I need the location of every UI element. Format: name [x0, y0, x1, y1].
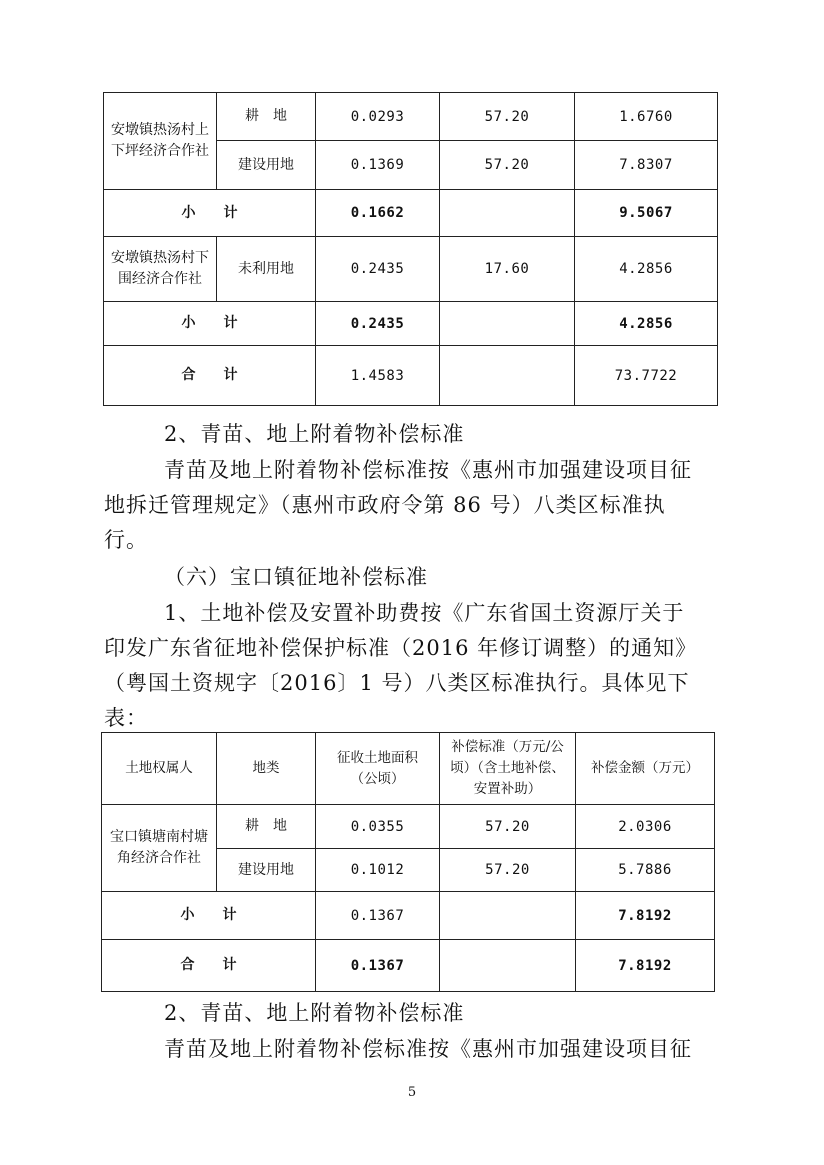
total-label: 合 计 — [102, 940, 316, 992]
land-type-cell: 未利用地 — [217, 237, 316, 302]
header-amount: 补偿金额（万元） — [576, 733, 715, 805]
area-cell: 0.2435 — [316, 237, 440, 302]
header-area: 征收土地面积（公顷） — [316, 733, 440, 805]
header-land-type: 地类 — [217, 733, 316, 805]
land-type-cell: 耕 地 — [217, 805, 316, 849]
land-type-cell: 建设用地 — [217, 141, 316, 190]
total-area: 0.1367 — [316, 940, 440, 992]
amount-cell: 1.6760 — [575, 93, 718, 141]
total-label: 合 计 — [104, 346, 316, 406]
owner-cell: 宝口镇塘南村塘角经济合作社 — [102, 805, 217, 892]
section-heading: 2、青苗、地上附着物补偿标准 — [164, 1001, 465, 1025]
subtotal-amount: 9.5067 — [575, 190, 718, 237]
area-cell: 0.1012 — [316, 849, 440, 892]
page-number: 5 — [407, 1085, 417, 1100]
header-standard: 补偿标准（万元/公顷）（含土地补偿、安置补助） — [440, 733, 576, 805]
land-type-cell: 耕 地 — [217, 93, 316, 141]
empty-cell — [440, 190, 575, 237]
land-compensation-table-2 — [101, 732, 715, 992]
total-amount: 7.8192 — [576, 940, 715, 992]
owner-cell: 安墩镇热汤村上下坪经济合作社 — [104, 93, 217, 190]
amount-cell: 4.2856 — [575, 237, 718, 302]
amount-cell: 5.7886 — [576, 849, 715, 892]
body-paragraph: 青苗及地上附着物补偿标准按《惠州市加强建设项目征 — [164, 1037, 692, 1061]
total-amount: 73.7722 — [575, 346, 718, 406]
body-paragraph: 青苗及地上附着物补偿标准按《惠州市加强建设项目征地拆迁管理规定》（惠州市政府令第 86 号）八类区标准执行。 — [104, 458, 692, 552]
standard-cell: 57.20 — [440, 849, 576, 892]
subtotal-amount: 7.8192 — [576, 892, 715, 940]
area-cell: 0.0293 — [316, 93, 440, 141]
area-cell: 0.1369 — [316, 141, 440, 190]
empty-cell — [440, 892, 576, 940]
section-heading: 2、青苗、地上附着物补偿标准 — [164, 422, 465, 446]
area-cell: 0.0355 — [316, 805, 440, 849]
land-compensation-table-1 — [103, 92, 718, 406]
subtotal-area: 0.2435 — [316, 302, 440, 346]
land-type-cell: 建设用地 — [217, 849, 316, 892]
owner-cell: 安墩镇热汤村下围经济合作社 — [104, 237, 217, 302]
empty-cell — [440, 346, 575, 406]
body-paragraph: 1、土地补偿及安置补助费按《广东省国土资源厅关于印发广东省征地补偿保护标准（2016 年修订调整）的通知》（粤国土资规字〔2016〕1 号）八类区标准执行。具体见下表： — [104, 601, 698, 730]
subtotal-area: 0.1662 — [316, 190, 440, 237]
section-heading: （六）宝口镇征地补偿标准 — [164, 565, 428, 589]
subtotal-amount: 4.2856 — [575, 302, 718, 346]
subtotal-area: 0.1367 — [316, 892, 440, 940]
standard-cell: 57.20 — [440, 141, 575, 190]
subtotal-label: 小 计 — [102, 892, 316, 940]
total-area: 1.4583 — [316, 346, 440, 406]
standard-cell: 57.20 — [440, 93, 575, 141]
empty-cell — [440, 302, 575, 346]
header-owner: 土地权属人 — [102, 733, 217, 805]
subtotal-label: 小 计 — [104, 302, 316, 346]
empty-cell — [440, 940, 576, 992]
standard-cell: 17.60 — [440, 237, 575, 302]
amount-cell: 7.8307 — [575, 141, 718, 190]
subtotal-label: 小 计 — [104, 190, 316, 237]
standard-cell: 57.20 — [440, 805, 576, 849]
amount-cell: 2.0306 — [576, 805, 715, 849]
